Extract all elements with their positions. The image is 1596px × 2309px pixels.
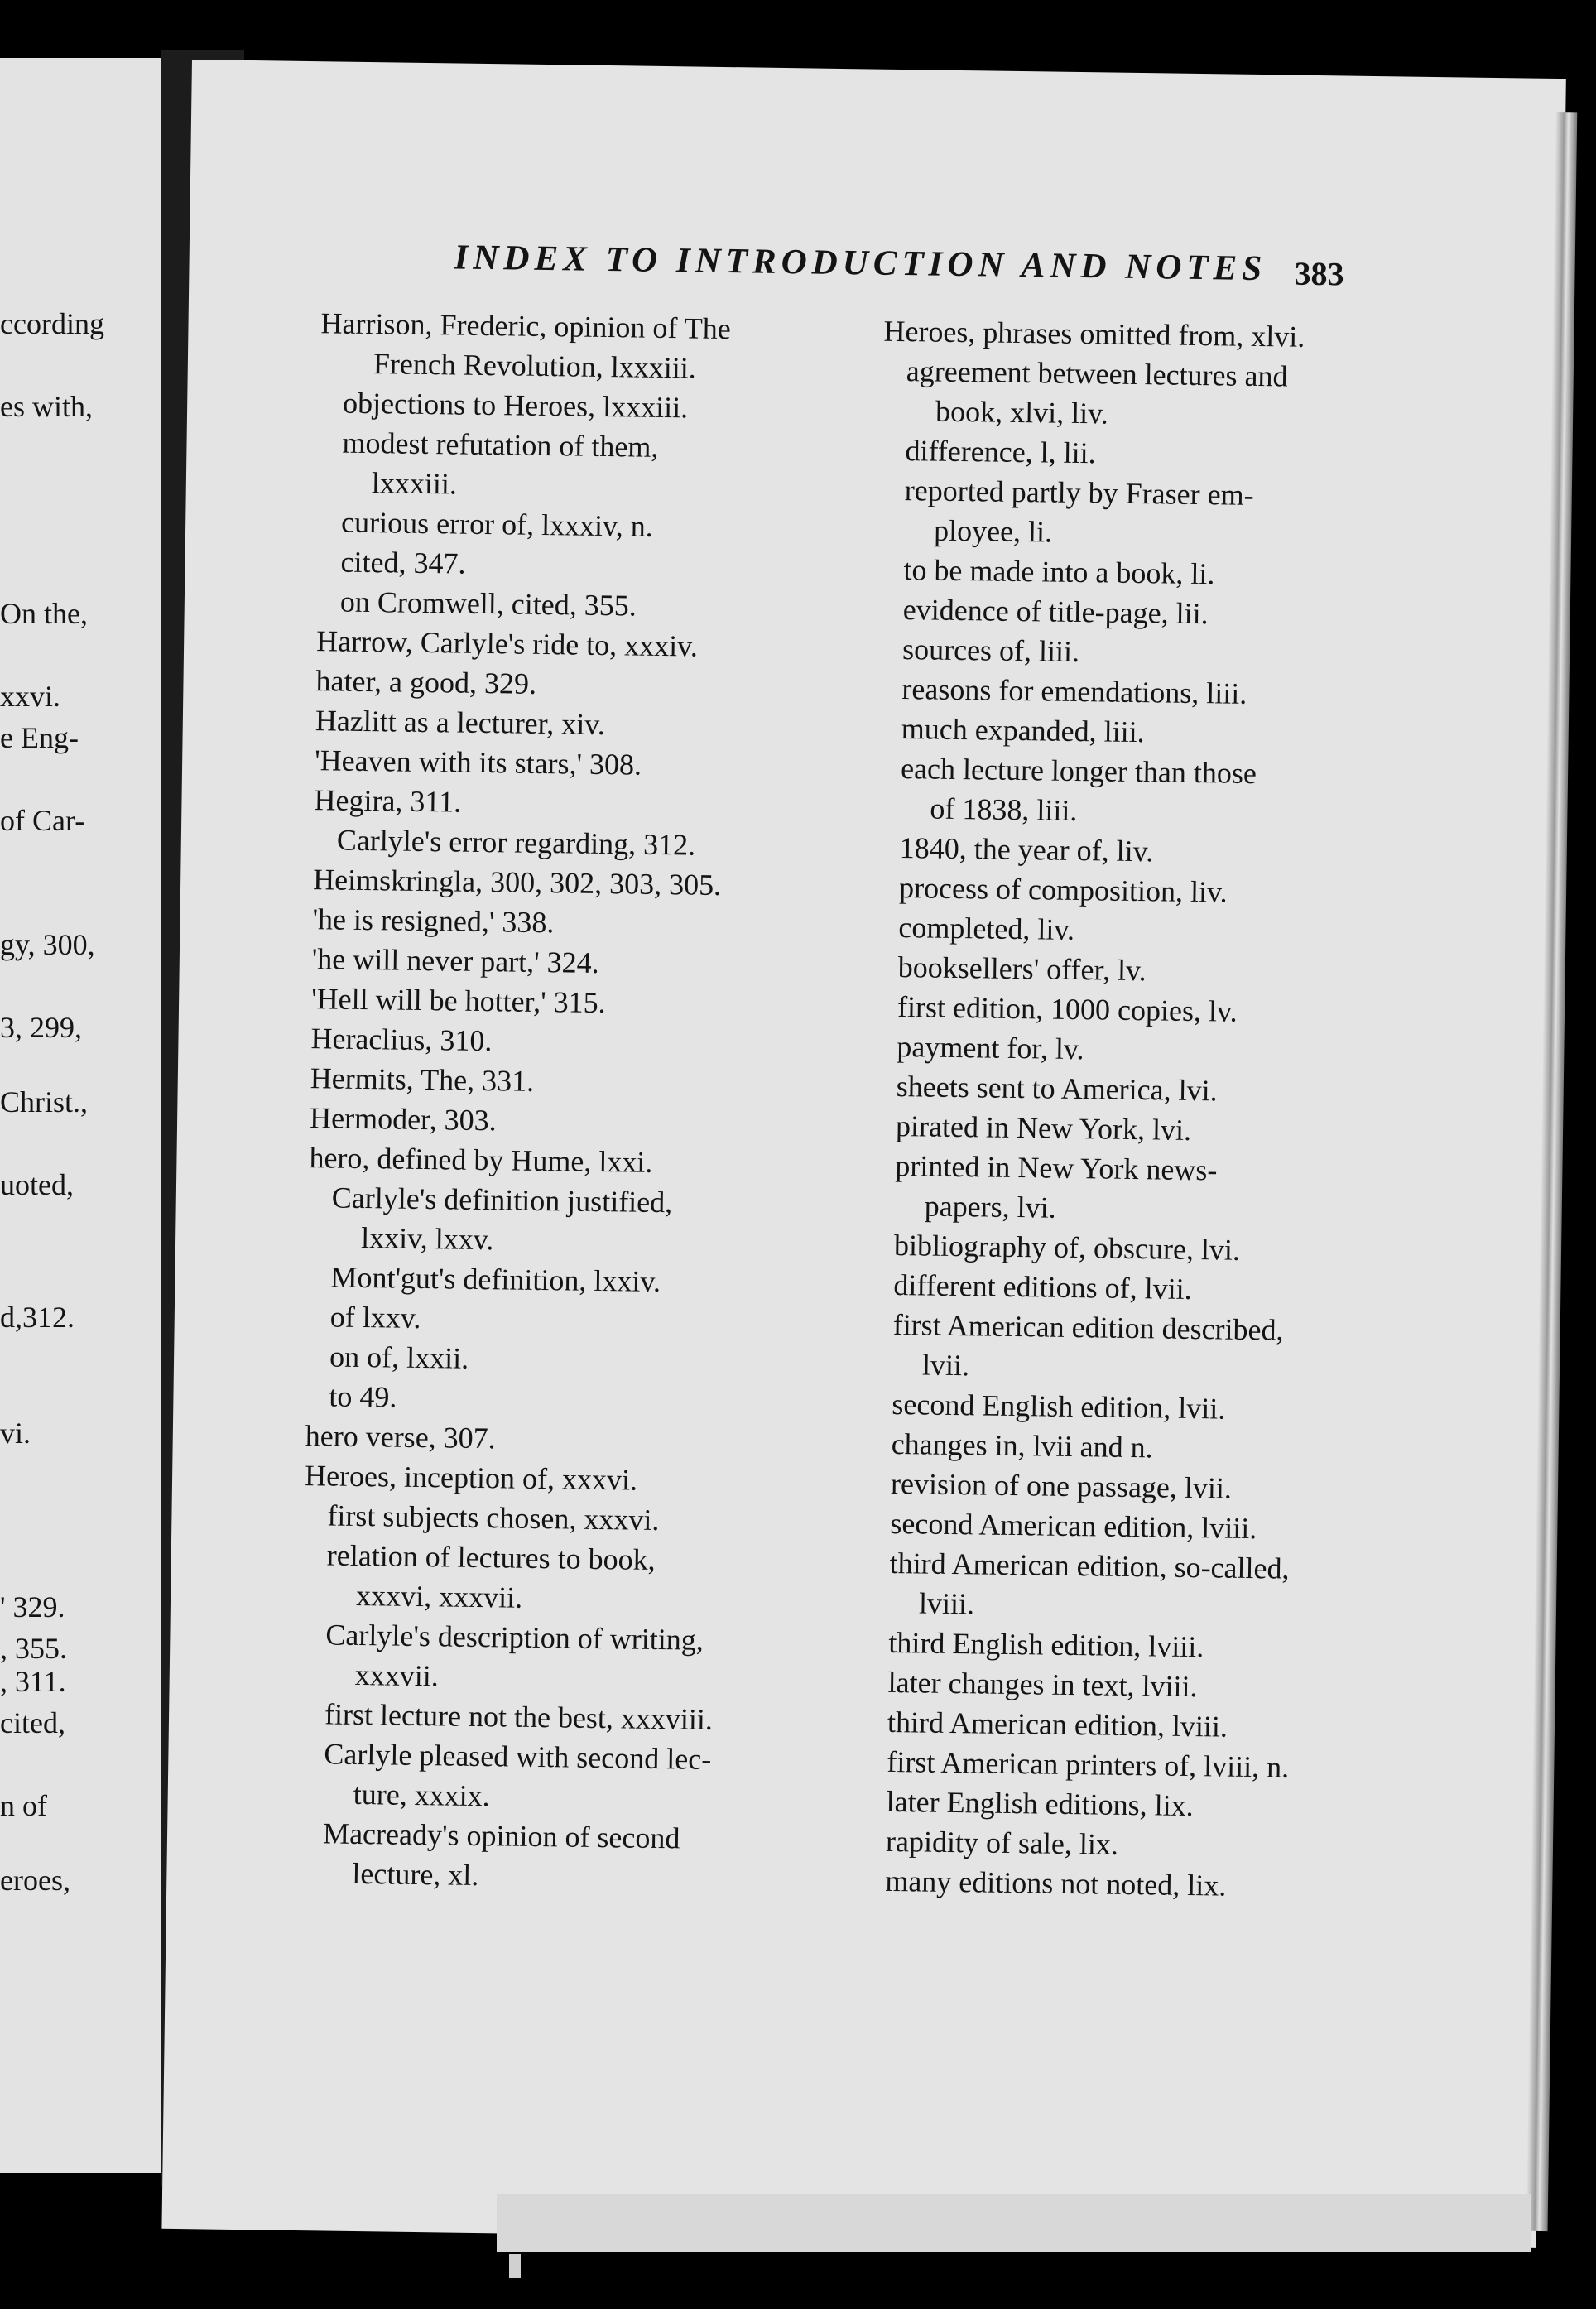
index-entry: Heraclius, 310.	[310, 1022, 493, 1058]
index-entry: Harrow, Carlyle's ride to, xxxiv.	[315, 624, 699, 663]
index-entry: on Cromwell, cited, 355.	[339, 584, 637, 623]
index-entry: payment for, lv.	[897, 1030, 1084, 1066]
index-entry: 'Heaven with its stars,' 308.	[314, 743, 642, 782]
index-entry: lxxiv, lxxv.	[360, 1220, 494, 1257]
index-entry: papers, lvi.	[924, 1189, 1056, 1224]
left-page-fragment: , 311.	[0, 1665, 66, 1698]
index-entry: third American edition, so-called,	[889, 1546, 1290, 1585]
index-entry: relation of lectures to book,	[326, 1538, 656, 1576]
index-entry: booksellers' offer, lv.	[897, 950, 1147, 988]
index-entry: 'Hell will be hotter,' 315.	[310, 982, 606, 1020]
left-page-fragment: of Car-	[0, 804, 85, 837]
index-entry: lecture, xl.	[352, 1856, 479, 1893]
left-page-fragment: gy, 300,	[0, 928, 95, 961]
index-entry: first American edition described,	[892, 1307, 1284, 1347]
index-entry: Harrison, Frederic, opinion of The	[320, 306, 732, 346]
index-entry: objections to Heroes, lxxxiii.	[342, 386, 689, 425]
right-page	[161, 60, 1565, 2248]
page-edge	[1526, 112, 1578, 2231]
index-entry: first American printers of, lviii, n.	[887, 1744, 1290, 1784]
left-page-fragment: uoted,	[0, 1168, 74, 1201]
page-number: 383	[1294, 254, 1344, 293]
index-entry: lvii.	[921, 1348, 970, 1383]
index-entry: Heimskringla, 300, 302, 303, 305.	[312, 863, 722, 902]
index-entry: Hazlitt as a lecturer, xiv.	[315, 704, 606, 742]
index-entry: to 49.	[329, 1379, 397, 1414]
index-entry: Mont'gut's definition, lxxiv.	[330, 1260, 661, 1299]
left-page-fragment: cited,	[0, 1706, 65, 1739]
index-entry: Carlyle's error regarding, 312.	[336, 823, 696, 862]
index-entry: printed in New York news-	[895, 1148, 1218, 1187]
index-entry: third American edition, lviii.	[887, 1705, 1228, 1744]
index-entry: much expanded, liii.	[901, 712, 1145, 749]
index-entry: third English edition, lviii.	[888, 1625, 1204, 1664]
left-page-fragment: ccording	[0, 307, 104, 340]
left-page-fragment: es with,	[0, 390, 93, 423]
index-entry: Carlyle's definition justified,	[331, 1181, 673, 1219]
index-entry: different editions of, lvii.	[893, 1268, 1192, 1306]
index-entry: process of composition, liv.	[898, 871, 1228, 909]
index-entry: difference, l, lii.	[905, 434, 1096, 470]
left-page-fragment: Christ.,	[0, 1085, 89, 1118]
index-entry: first subjects chosen, xxxvi.	[327, 1498, 660, 1537]
index-entry: lviii.	[918, 1586, 975, 1621]
index-entry: lxxxiii.	[371, 466, 458, 501]
index-column-right	[862, 311, 1381, 1907]
index-entry: hero verse, 307.	[305, 1419, 496, 1455]
left-page-fragment: On the,	[0, 597, 88, 630]
index-entry: first lecture not the best, xxxviii.	[324, 1697, 714, 1736]
index-entry: Macready's opinion of second	[322, 1816, 680, 1855]
index-entry: ture, xxxix.	[353, 1777, 491, 1813]
index-entry: Hermits, The, 331.	[310, 1061, 535, 1098]
left-page-fragment: vi.	[0, 1417, 31, 1450]
index-entry: to be made into a book, li.	[903, 553, 1215, 591]
index-entry: second English edition, lvii.	[892, 1387, 1226, 1426]
index-entry: Hermoder, 303.	[309, 1101, 497, 1138]
index-entry: reasons for emendations, liii.	[901, 672, 1247, 710]
index-entry: later changes in text, lviii.	[887, 1665, 1198, 1704]
index-entry: 'he is resigned,' 338.	[312, 902, 555, 940]
index-entry: changes in, lvii and n.	[891, 1426, 1153, 1465]
left-page-fragment: , 355.	[0, 1632, 67, 1665]
index-entry: second American edition, lviii.	[890, 1506, 1257, 1546]
index-column-left	[299, 303, 801, 1899]
left-page-fragment: xxvi.	[0, 680, 61, 713]
scan-speck	[509, 2254, 521, 2278]
index-entry: many editions not noted, lix.	[885, 1864, 1227, 1903]
left-page-fragment: e Eng-	[0, 721, 79, 754]
index-entry: 'he will never part,' 324.	[311, 942, 599, 979]
index-entry: of lxxv.	[329, 1300, 421, 1335]
index-entry: Heroes, phrases omitted from, xlvi.	[883, 314, 1305, 354]
index-entry: evidence of title-page, lii.	[902, 593, 1209, 631]
left-page-fragment: n of	[0, 1789, 47, 1822]
index-entry: sheets sent to America, lvi.	[896, 1070, 1218, 1108]
index-entry: reported partly by Fraser em-	[904, 474, 1254, 512]
index-entry: hater, a good, 329.	[315, 664, 537, 700]
index-entry: sources of, liii.	[901, 633, 1080, 669]
index-entry: modest refutation of them,	[342, 426, 659, 464]
index-entry: French Revolution, lxxxiii.	[373, 347, 697, 385]
index-entry: first edition, 1000 copies, lv.	[897, 990, 1238, 1028]
index-entry: Carlyle's description of writing,	[325, 1618, 704, 1657]
left-page-fragment: 3, 299,	[0, 1011, 82, 1044]
page-bottom-edge	[497, 2194, 1531, 2252]
left-page-fragment: eroes,	[0, 1864, 70, 1897]
left-page-fragment: d,312.	[0, 1301, 75, 1334]
index-entry: ployee, li.	[933, 513, 1053, 549]
index-entry: pirated in New York, lvi.	[895, 1109, 1192, 1147]
index-entry: agreement between lectures and	[906, 354, 1288, 393]
index-entry: on of, lxxii.	[329, 1340, 469, 1375]
index-entry: rapidity of sale, lix.	[885, 1824, 1119, 1861]
index-entry: revision of one passage, lvii.	[890, 1466, 1233, 1505]
index-entry: xxxvi, xxxvii.	[355, 1578, 523, 1614]
index-entry: 1840, the year of, liv.	[899, 831, 1154, 868]
index-entry: each lecture longer than those	[900, 752, 1257, 791]
index-entry: Heroes, inception of, xxxvi.	[304, 1459, 638, 1497]
index-entry: hero, defined by Hume, lxxi.	[309, 1141, 653, 1179]
index-entry: book, xlvi, liv.	[935, 394, 1109, 431]
index-entry: cited, 347.	[340, 545, 466, 580]
running-head: INDEX TO INTRODUCTION AND NOTES	[454, 238, 1267, 289]
index-entry: xxxvii.	[354, 1657, 440, 1693]
index-entry: Hegira, 311.	[314, 783, 462, 819]
index-entry: of 1838, liii.	[930, 791, 1078, 828]
index-entry: completed, liv.	[898, 911, 1075, 946]
index-entry: later English editions, lix.	[886, 1784, 1194, 1823]
index-entry: curious error of, lxxxiv, n.	[340, 505, 654, 543]
index-entry: Carlyle pleased with second lec-	[324, 1737, 712, 1776]
index-entry: bibliography of, obscure, lvi.	[893, 1228, 1241, 1267]
left-page-fragment: ' 329.	[0, 1590, 65, 1624]
